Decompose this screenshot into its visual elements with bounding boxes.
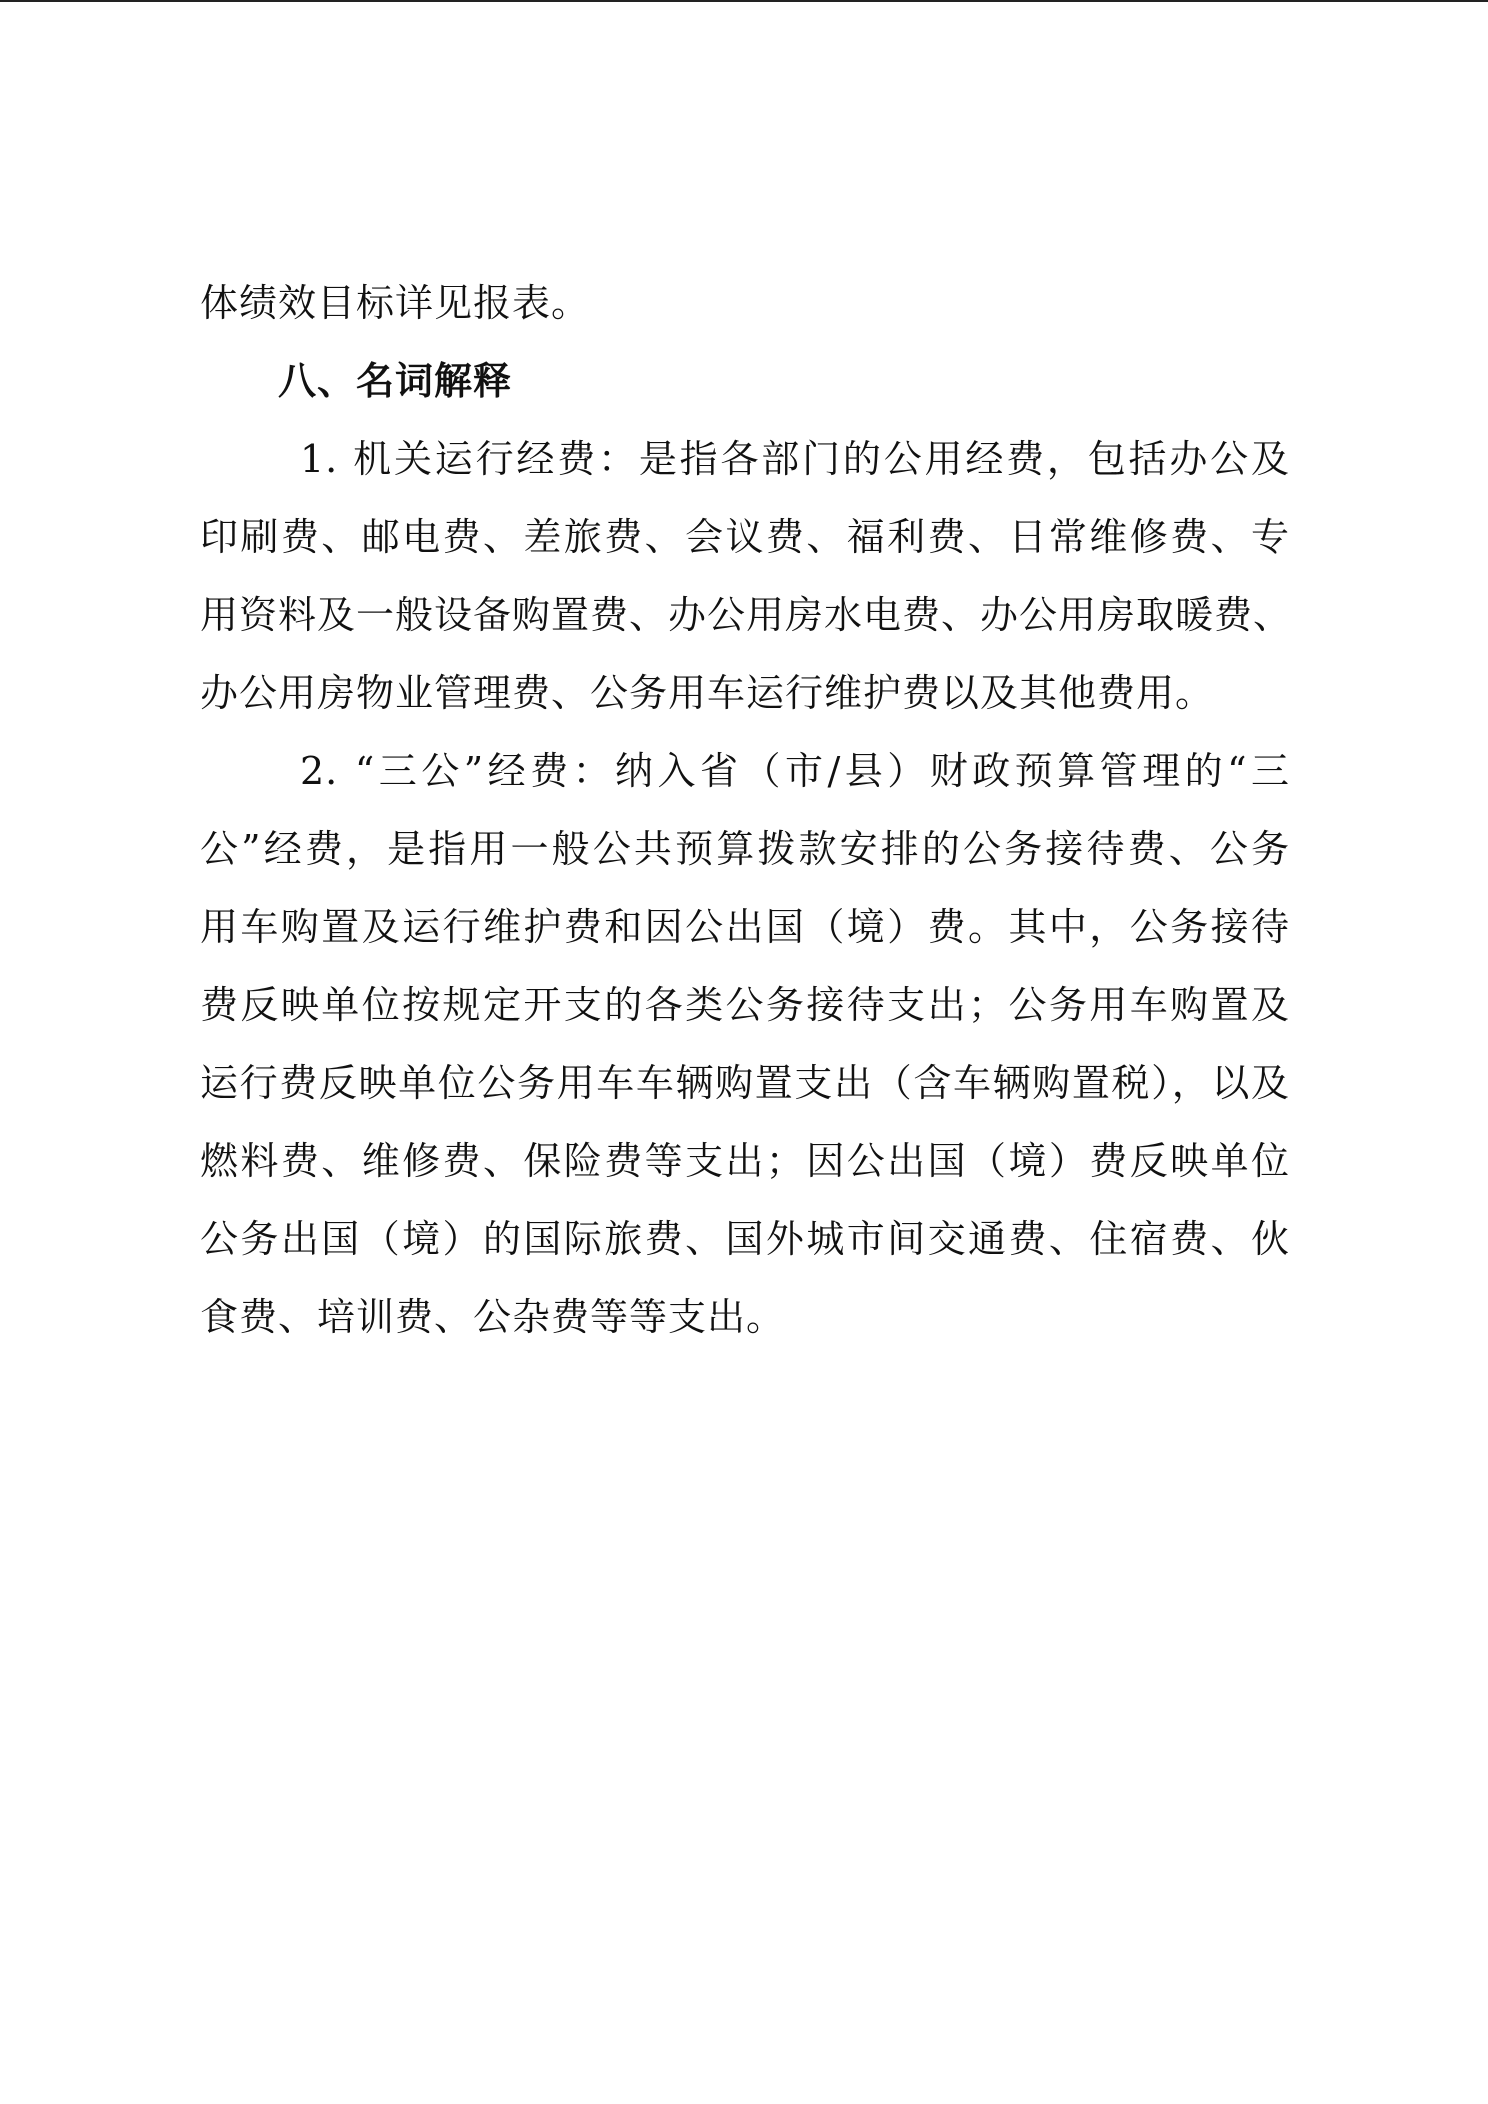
term1-line-1: 1. 机关运行经费：是指各部门的公用经费，包括办公及 — [300, 437, 1290, 481]
section-heading: 八、名词解释 — [278, 359, 513, 403]
term2-line-1: 2. “三公”经费：纳入省（市/县）财政预算管理的“三 — [300, 749, 1290, 793]
term1-line-2: 印刷费、邮电费、差旅费、会议费、福利费、日常维修费、专 — [200, 515, 1290, 559]
term2-line-6: 燃料费、维修费、保险费等支出；因公出国（境）费反映单位 — [200, 1139, 1290, 1183]
term2-line-4: 费反映单位按规定开支的各类公务接待支出；公务用车购置及 — [200, 983, 1290, 1027]
term1-line-4: 办公用房物业管理费、公务用车运行维护费以及其他费用。 — [200, 671, 1215, 715]
term2-line-8: 食费、培训费、公杂费等等支出。 — [200, 1295, 786, 1339]
term1-line-3: 用资料及一般设备购置费、办公用房水电费、办公用房取暖费、 — [200, 593, 1293, 637]
continuation-line: 体绩效目标详见报表。 — [200, 281, 591, 325]
term2-line-5: 运行费反映单位公务用车车辆购置支出（含车辆购置税），以及 — [200, 1061, 1290, 1105]
term2-line-7: 公务出国（境）的国际旅费、国外城市间交通费、住宿费、伙 — [200, 1217, 1290, 1261]
term2-line-3: 用车购置及运行维护费和因公出国（境）费。其中，公务接待 — [200, 905, 1290, 949]
term2-line-2: 公”经费，是指用一般公共预算拨款安排的公务接待费、公务 — [200, 827, 1290, 871]
page-top-border — [0, 0, 1488, 2]
